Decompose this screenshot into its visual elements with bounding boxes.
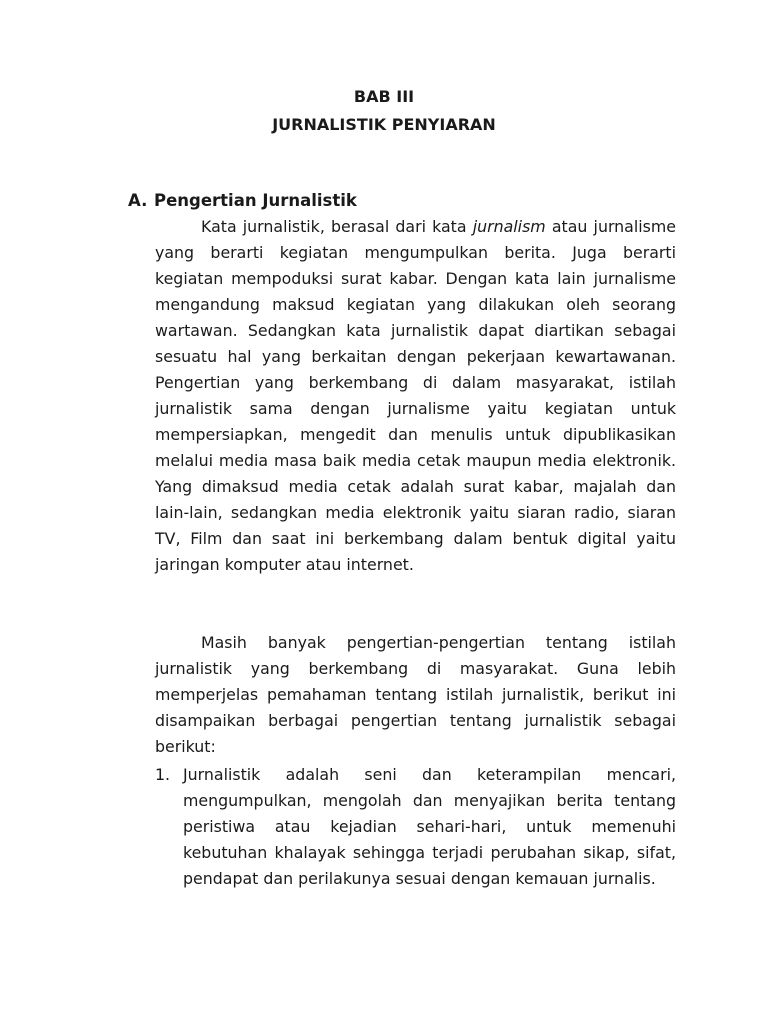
section-marker: A. (128, 191, 148, 210)
chapter-number: BAB III (353, 87, 415, 106)
list-item-number: 1. (155, 765, 171, 784)
paragraph-definitions-lead (155, 630, 676, 760)
section-title: Pengertian Jurnalistik (154, 191, 357, 210)
list-item (155, 762, 676, 892)
paragraph-rest: atau jurnalisme yang berarti kegiatan mengumpulkan berita. Juga berarti kegiatan mempoduksi surat kabar. Dengan kata lain jurnalisme mengandung maksud kegiatan yang dilakukan oleh seorang wartawan. Sedangkan kata jurnalistik dapat diartikan sebagai sesuatu hal yang berkaitan dengan pekerjaan kewartawanan. Pengertian yang berkembang di dalam masyarakat, istilah jurnalistik sama dengan jurnalisme yaitu kegiatan untuk mempersiapkan, mengedit dan menulis untuk dipublikasikan melalui media masa baik media cetak maupun media elektronik. Yang dimaksud media cetak adalah surat kabar, majalah dan lain-lain, sedangkan media elektronik yaitu siaran radio, siaran TV, Film dan saat ini berkembang dalam bentuk digital yaitu jaringan komputer atau internet. (155, 217, 676, 574)
paragraph-text: Masih banyak pengertian-pengertian tentang istilah jurnalistik yang berkembang di masyarakat. Guna lebih memperjelas pemahaman tentang istilah jurnalistik, berikut ini disampaikan berbagai pengertian tentang jurnalistik sebagai berikut: (155, 633, 676, 756)
chapter-title: JURNALISTIK PENYIARAN (272, 115, 496, 134)
definition-list (155, 762, 676, 892)
list-item-text: Jurnalistik adalah seni dan keterampilan mencari, mengumpulkan, mengolah dan menyajikan berita tentang peristiwa atau kejadian sehari-hari, untuk memenuhi kebutuhan khalayak sehingga terjadi perubahan sikap, sifat, pendapat dan perilakunya sesuai dengan kemauan jurnalis. (183, 765, 676, 888)
paragraph-lead: Kata jurnalistik, berasal dari kata (201, 217, 473, 236)
section-heading (128, 188, 357, 214)
italic-term: jurnalism (472, 217, 546, 236)
paragraph-definition-intro (155, 214, 676, 578)
